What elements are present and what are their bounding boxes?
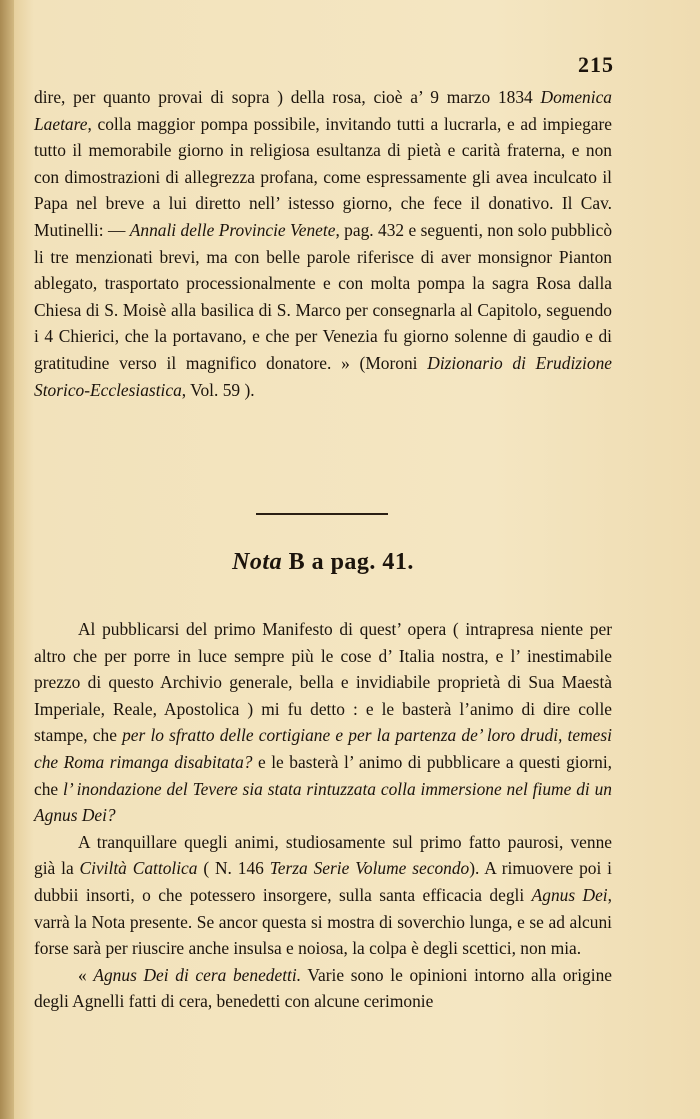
page-number: 215 [578, 52, 614, 77]
text-run: ). A rimuovere poi i dubbii insorti, o che potessero insorgere, sulla santa efficacia degli [34, 858, 612, 905]
italic-run: Civiltà Cattolica [79, 858, 198, 879]
text-block-top [34, 84, 612, 403]
book-spine-shadow [0, 0, 14, 1119]
text-run: « [78, 964, 94, 985]
text-run: A tranquillare quegli animi, studiosamente sul primo fatto paurosi, venne già la [34, 831, 612, 879]
paragraph-continuation [34, 84, 612, 403]
heading-nota: Nota [232, 549, 283, 575]
text-run: , pag. 432 e seguenti, non solo pubblicò li tre menzionati brevi, ma con belle parole riferisce di aver monsignor Pianton ablegato, trasportato processionalmente e con molta pompa la sagra Rosa dalla Chiesa di S. Moisè alla basilica di S. Marco per consegnarla al Capitolo, seguendo i 4 Chierici, che la portavano, e che per Venezia fu giorno solenne di gaudio e di gratitudine verso il magnifico donatore. » (Moroni [34, 219, 613, 373]
paragraph-note-explanation [34, 829, 612, 962]
text-run: dire, per quanto provai di sopra ) della rosa, cioè a’ 9 marzo 1834 [34, 87, 541, 107]
italic-run: Terza Serie Volume secondo [269, 858, 470, 879]
italic-run: Agnus Dei di cera benedetti. [93, 964, 302, 985]
text-run: Al pubblicarsi del primo Manifesto di quest’ opera ( intrapresa niente per altro che per porre in luce sempre più le cose d’ Italia nostra, e l’ inestimabile prezzo di questo Archivio generale, bella e invidiabile proprietà di Sua Maestà Imperiale, Reale, Apostolica ) mi fu detto : e le basterà l’animo di dire colle stampe, che [34, 619, 612, 746]
paragraph-agnus-dei [34, 962, 612, 1015]
text-run: , varrà la Nota presente. Se ancor questa si mostra di soverchio lunga, e se ad alcuni forse sarà per riuscire anche insulsa e noiosa, la colpa è degli scettici, non mia. [34, 884, 612, 959]
text-run: ( N. 146 [197, 858, 270, 879]
italic-run: per lo sfratto delle cortigiane e per la partenza de’ loro drudi, temesi che Roma rimanga disabitata? [34, 725, 612, 772]
italic-run: l’ inondazione del Tevere sia stata rintuzzata colla immersione nel fiume di un Agnus Dei? [34, 778, 612, 826]
text-run: Varie sono le opinioni intorno alla origine degli Agnelli fatti di cera, benedetti con alcune cerimonie [34, 964, 612, 1012]
paragraph-note-intro [34, 616, 612, 829]
italic-run: Dizionario di Erudizione Storico-Ecclesiastica [34, 352, 612, 400]
text-block-note [34, 616, 612, 1015]
text-run: , Vol. 59 ). [181, 379, 255, 400]
italic-run: Agnus Dei [531, 884, 608, 905]
text-run: e le basterà l’ animo di pubblicare a questi giorni, che [34, 751, 612, 799]
section-divider [256, 513, 388, 515]
heading-reference: B a pag. 41. [282, 549, 414, 575]
text-run: , colla maggior pompa possibile, invitando tutti a lucrarla, e ad impiegare tutto il memorabile giorno in religiosa esultanza di pietà e carità fraterna, e non con dimostrazioni di allegrezza profana, come espressamente gli avea inculcato il Papa nel breve a lui diretto nell’ istesso giorno, che fece il donativo. Il Cav. Mutinelli: — [34, 113, 612, 240]
section-heading [34, 549, 612, 576]
italic-run: Domenica Laetare [34, 87, 612, 134]
italic-run: Annali delle Provincie Venete [129, 219, 336, 240]
